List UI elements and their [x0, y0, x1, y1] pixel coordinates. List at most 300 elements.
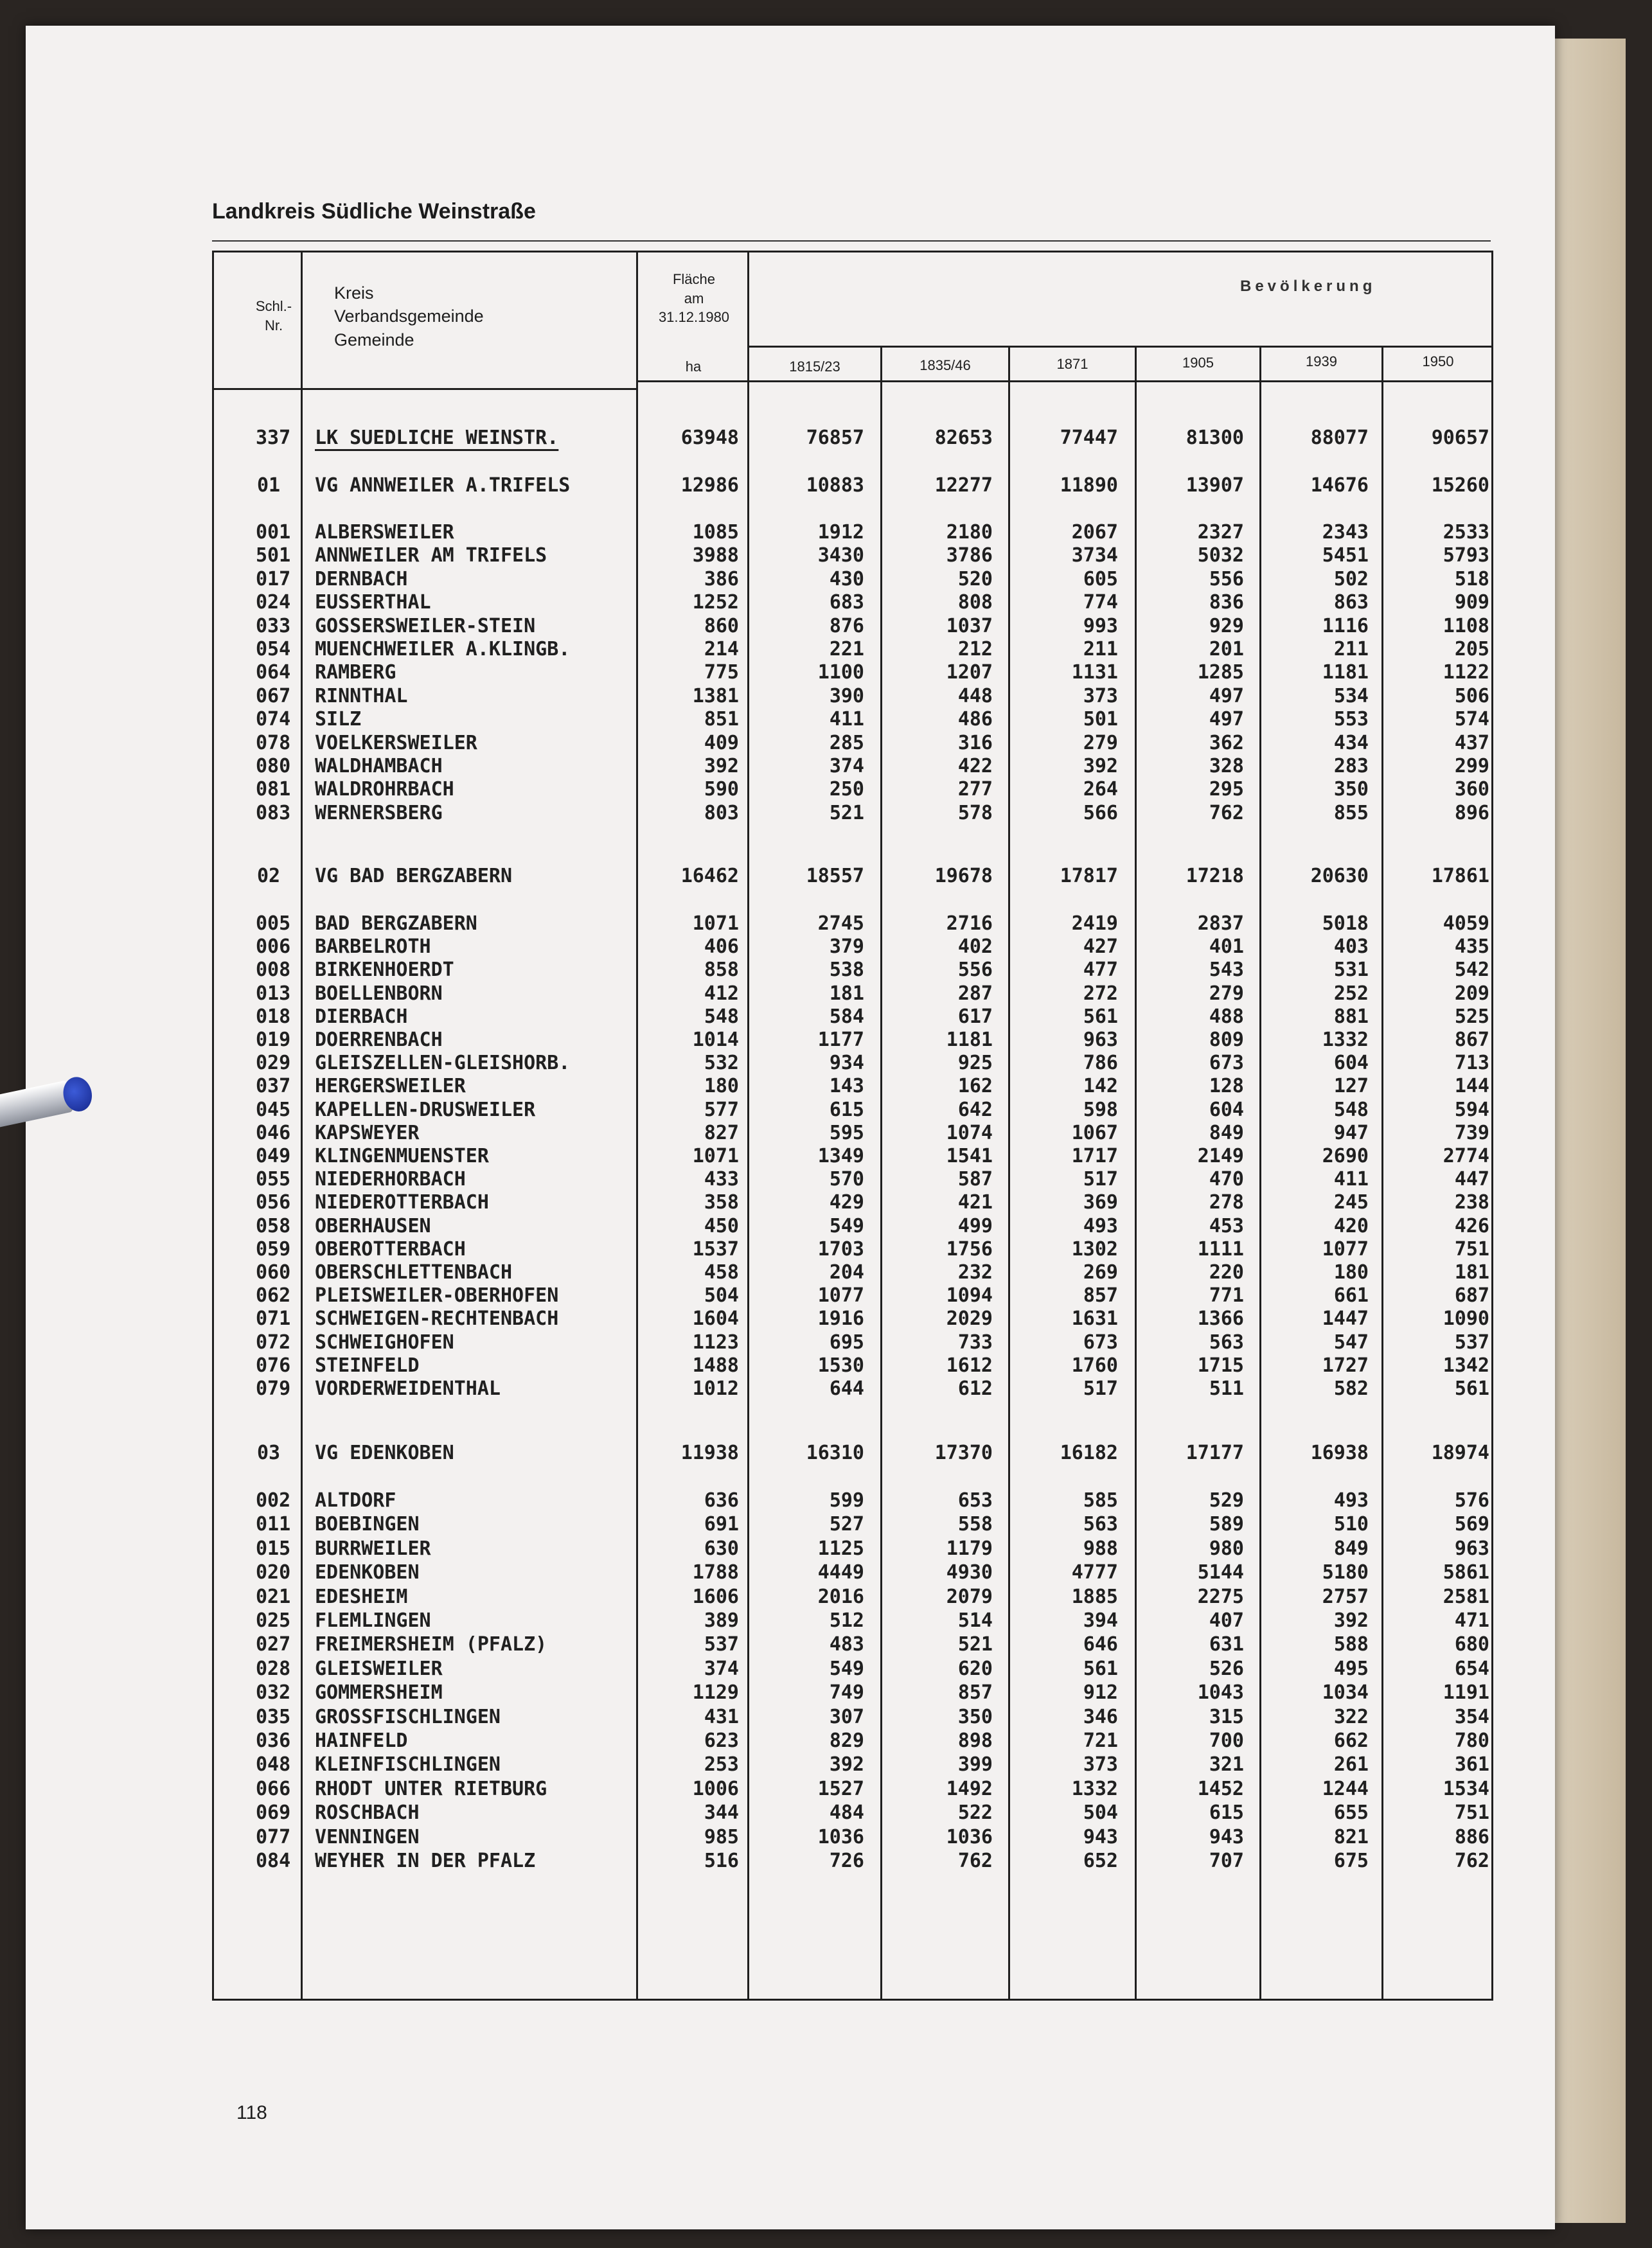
schl-nr-cell: 027: [256, 1633, 291, 1656]
population-cell: 1077: [1322, 1237, 1369, 1261]
population-cell: 362: [1209, 731, 1244, 754]
area-cell: 1252: [692, 591, 739, 614]
population-cell: 499: [957, 1214, 993, 1237]
population-cell: 402: [957, 935, 993, 959]
population-cell: 361: [1454, 1753, 1489, 1776]
population-cell: 538: [829, 959, 864, 982]
table-row: [0, 544, 1652, 567]
population-cell: 2067: [1071, 521, 1118, 544]
population-cell: 563: [1209, 1331, 1244, 1354]
population-cell: 576: [1454, 1489, 1489, 1512]
population-cell: 529: [1209, 1489, 1244, 1512]
population-cell: 739: [1454, 1121, 1489, 1144]
population-cell: 205: [1454, 638, 1489, 660]
population-cell: 392: [1083, 755, 1118, 777]
population-cell: 943: [1209, 1825, 1244, 1848]
population-cell: 17370: [934, 1442, 993, 1464]
population-cell: 1036: [946, 1825, 993, 1848]
population-cell: 2149: [1197, 1145, 1244, 1167]
population-cell: 786: [1083, 1052, 1118, 1075]
population-cell: 886: [1454, 1825, 1489, 1848]
population-cell: 211: [1333, 638, 1369, 660]
population-cell: 360: [1454, 778, 1489, 801]
population-cell: 181: [1454, 1261, 1489, 1284]
area-cell: 1123: [692, 1331, 739, 1354]
population-cell: 429: [829, 1191, 864, 1214]
population-cell: 578: [957, 801, 993, 824]
population-cell: 808: [957, 591, 993, 614]
table-row: [0, 638, 1652, 661]
population-cell: 615: [829, 1098, 864, 1121]
population-cell: 279: [1209, 982, 1244, 1005]
population-cell: 4930: [946, 1561, 993, 1584]
schl-nr-cell: 056: [256, 1191, 291, 1214]
population-cell: 1760: [1071, 1354, 1118, 1377]
population-cell: 1912: [817, 521, 864, 544]
population-cell: 486: [957, 708, 993, 731]
population-cell: 232: [957, 1261, 993, 1284]
table-row: [0, 1778, 1652, 1801]
table-row: [0, 1052, 1652, 1075]
population-cell: 934: [829, 1052, 864, 1075]
population-cell: 127: [1333, 1075, 1369, 1098]
header-kreis: Kreis Verbandsgemeinde Gemeinde: [334, 283, 484, 350]
population-cell: 220: [1209, 1261, 1244, 1284]
population-cell: 209: [1454, 982, 1489, 1005]
table-row: [0, 1331, 1652, 1354]
name-cell: RAMBERG: [315, 661, 396, 684]
area-cell: 636: [704, 1489, 739, 1512]
name-cell: ALBERSWEILER: [315, 521, 454, 544]
population-cell: 556: [957, 959, 993, 982]
name-cell: PLEISWEILER-OBERHOFEN: [315, 1284, 559, 1307]
population-cell: 279: [1083, 731, 1118, 754]
population-cell: 488: [1209, 1005, 1244, 1028]
area-cell: 537: [704, 1633, 739, 1656]
name-cell: FLEMLINGEN: [315, 1609, 431, 1632]
name-cell: WALDHAMBACH: [315, 755, 443, 777]
table-row: [0, 959, 1652, 982]
population-cell: 912: [1083, 1681, 1118, 1704]
schl-nr-cell: 011: [256, 1513, 291, 1536]
population-cell: 598: [1083, 1098, 1118, 1121]
name-cell: NIEDERHORBACH: [315, 1168, 466, 1191]
table-row: [0, 982, 1652, 1005]
table-row: [0, 1442, 1652, 1465]
schl-nr-cell: 080: [256, 755, 291, 777]
population-cell: 277: [957, 778, 993, 801]
population-cell: 898: [957, 1730, 993, 1752]
area-cell: 433: [704, 1168, 739, 1191]
population-cell: 594: [1454, 1098, 1489, 1121]
population-cell: 963: [1454, 1537, 1489, 1560]
area-cell: 409: [704, 731, 739, 754]
population-cell: 857: [1083, 1284, 1118, 1307]
area-cell: 450: [704, 1214, 739, 1237]
population-cell: 411: [1333, 1168, 1369, 1191]
population-cell: 426: [1454, 1214, 1489, 1237]
population-cell: 876: [829, 614, 864, 637]
schl-nr-cell: 028: [256, 1657, 291, 1680]
population-cell: 285: [829, 731, 864, 754]
population-cell: 4059: [1443, 912, 1489, 935]
table-row: [0, 708, 1652, 731]
population-cell: 673: [1083, 1331, 1118, 1354]
population-cell: 1111: [1197, 1237, 1244, 1261]
population-cell: 221: [829, 638, 864, 660]
schl-nr-cell: 058: [256, 1214, 291, 1237]
population-cell: 549: [829, 1214, 864, 1237]
table-row: [0, 1099, 1652, 1122]
population-cell: 620: [957, 1657, 993, 1680]
page-title: Landkreis Südliche Weinstraße: [212, 199, 536, 224]
population-cell: 925: [957, 1052, 993, 1075]
name-cell: GROSSFISCHLINGEN: [315, 1705, 501, 1728]
population-cell: 493: [1083, 1214, 1118, 1237]
area-cell: 827: [704, 1121, 739, 1144]
table-row: [0, 521, 1652, 544]
population-cell: 584: [829, 1005, 864, 1028]
area-cell: 253: [704, 1753, 739, 1776]
population-cell: 390: [829, 684, 864, 707]
area-cell: 691: [704, 1513, 739, 1536]
schl-nr-cell: 060: [256, 1261, 291, 1284]
header-year: 1815/23: [789, 358, 840, 375]
population-cell: 615: [1209, 1801, 1244, 1825]
name-cell: KAPSWEYER: [315, 1121, 420, 1144]
population-cell: 4777: [1071, 1561, 1118, 1584]
name-cell: DIERBACH: [315, 1005, 408, 1028]
name-cell: ROSCHBACH: [315, 1801, 420, 1825]
population-cell: 11890: [1060, 474, 1118, 497]
name-cell: SCHWEIGHOFEN: [315, 1331, 454, 1354]
table-row: [0, 1730, 1652, 1753]
population-cell: 13907: [1186, 474, 1244, 497]
schl-nr-cell: 076: [256, 1354, 291, 1377]
header-year: 1939: [1306, 353, 1337, 369]
schl-nr-cell: 025: [256, 1609, 291, 1632]
population-cell: 1492: [946, 1777, 993, 1800]
population-cell: 662: [1333, 1730, 1369, 1752]
population-cell: 394: [1083, 1609, 1118, 1632]
schl-nr-cell: 062: [256, 1284, 291, 1307]
population-cell: 435: [1454, 935, 1489, 959]
population-cell: 307: [829, 1705, 864, 1728]
schl-nr-cell: 036: [256, 1730, 291, 1752]
area-cell: 590: [704, 778, 739, 801]
population-cell: 821: [1333, 1825, 1369, 1848]
pen-body: [0, 1080, 73, 1131]
population-cell: 644: [829, 1377, 864, 1400]
population-cell: 857: [957, 1681, 993, 1704]
population-cell: 144: [1454, 1075, 1489, 1098]
schl-nr-cell: 049: [256, 1145, 291, 1167]
population-cell: 1452: [1197, 1777, 1244, 1800]
schl-nr-cell: 072: [256, 1331, 291, 1354]
population-cell: 19678: [934, 865, 993, 887]
population-cell: 1074: [946, 1121, 993, 1144]
area-cell: 623: [704, 1730, 739, 1752]
population-cell: 1244: [1322, 1777, 1369, 1800]
table-row: [0, 1261, 1652, 1284]
table-row: [0, 1609, 1652, 1633]
area-cell: 386: [704, 567, 739, 590]
population-cell: 5018: [1322, 912, 1369, 935]
population-cell: 561: [1083, 1005, 1118, 1028]
area-cell: 358: [704, 1191, 739, 1214]
population-cell: 749: [829, 1681, 864, 1704]
schl-nr-cell: 071: [256, 1307, 291, 1331]
population-cell: 549: [829, 1657, 864, 1680]
schl-nr-cell: 048: [256, 1753, 291, 1776]
area-cell: 1071: [692, 912, 739, 935]
population-cell: 321: [1209, 1753, 1244, 1776]
schl-nr-cell: 501: [256, 544, 291, 567]
table-row: [0, 568, 1652, 591]
population-cell: 328: [1209, 755, 1244, 777]
population-cell: 16182: [1060, 1442, 1118, 1464]
population-cell: 5032: [1197, 544, 1244, 567]
table-row: [0, 1706, 1652, 1729]
area-cell: 11938: [680, 1442, 739, 1464]
table-row: [0, 865, 1652, 888]
population-cell: 88077: [1310, 427, 1369, 449]
name-cell: OBERSCHLETTENBACH: [315, 1261, 513, 1284]
population-cell: 1181: [946, 1029, 993, 1051]
population-cell: 269: [1083, 1261, 1118, 1284]
population-cell: 1043: [1197, 1681, 1244, 1704]
population-cell: 278: [1209, 1191, 1244, 1214]
area-cell: 858: [704, 959, 739, 982]
population-cell: 556: [1209, 567, 1244, 590]
area-cell: 374: [704, 1657, 739, 1680]
population-cell: 2419: [1071, 912, 1118, 935]
schl-nr-cell: 021: [256, 1585, 291, 1608]
table-row: [0, 1850, 1652, 1873]
population-cell: 707: [1209, 1850, 1244, 1872]
schl-nr-cell: 019: [256, 1029, 291, 1051]
schl-nr-cell: 059: [256, 1237, 291, 1261]
population-cell: 700: [1209, 1730, 1244, 1752]
population-cell: 1179: [946, 1537, 993, 1560]
population-cell: 448: [957, 684, 993, 707]
area-cell: 1606: [692, 1585, 739, 1608]
population-cell: 695: [829, 1331, 864, 1354]
schl-nr-cell: 079: [256, 1377, 291, 1400]
header-year: 1905: [1182, 355, 1214, 371]
population-cell: 1037: [946, 614, 993, 637]
population-cell: 77447: [1060, 427, 1118, 449]
population-cell: 569: [1454, 1513, 1489, 1536]
population-cell: 212: [957, 638, 993, 660]
header-rule: [636, 380, 1493, 382]
schl-nr-cell: 078: [256, 731, 291, 754]
population-cell: 543: [1209, 959, 1244, 982]
name-cell: EDENKOBEN: [315, 1561, 420, 1584]
name-cell: FREIMERSHEIM (PFALZ): [315, 1633, 547, 1656]
population-cell: 1122: [1443, 661, 1489, 684]
name-cell: SILZ: [315, 708, 362, 731]
population-cell: 642: [957, 1098, 993, 1121]
area-cell: 12986: [680, 474, 739, 497]
table-row: [0, 661, 1652, 684]
area-cell: 3988: [692, 544, 739, 567]
population-cell: 17218: [1186, 865, 1244, 887]
schl-nr-cell: 045: [256, 1098, 291, 1121]
population-cell: 713: [1454, 1052, 1489, 1075]
schl-nr-cell: 069: [256, 1801, 291, 1825]
table-row: [0, 427, 1652, 450]
population-cell: 520: [957, 567, 993, 590]
name-cell: STEINFELD: [315, 1354, 420, 1377]
area-cell: 851: [704, 708, 739, 731]
population-cell: 401: [1209, 935, 1244, 959]
population-cell: 548: [1333, 1098, 1369, 1121]
area-cell: 1012: [692, 1377, 739, 1400]
population-cell: 1541: [946, 1145, 993, 1167]
name-cell: HAINFELD: [315, 1730, 408, 1752]
table-row: [0, 732, 1652, 755]
population-cell: 661: [1333, 1284, 1369, 1307]
schl-nr-cell: 029: [256, 1052, 291, 1075]
area-cell: 985: [704, 1825, 739, 1848]
population-cell: 493: [1333, 1489, 1369, 1512]
table-row: [0, 778, 1652, 801]
population-cell: 411: [829, 708, 864, 731]
header-year: 1871: [1056, 356, 1088, 372]
population-cell: 1530: [817, 1354, 864, 1377]
name-cell: VG EDENKOBEN: [315, 1442, 454, 1464]
population-cell: 514: [957, 1609, 993, 1632]
schl-nr-cell: 046: [256, 1121, 291, 1144]
population-cell: 587: [957, 1168, 993, 1191]
table-row: [0, 1122, 1652, 1145]
table-row: [0, 685, 1652, 708]
header-rule: [747, 346, 1493, 348]
population-cell: 762: [1209, 801, 1244, 824]
table-row: [0, 1586, 1652, 1609]
area-cell: 516: [704, 1850, 739, 1872]
population-cell: 1034: [1322, 1681, 1369, 1704]
schl-nr-cell: 077: [256, 1825, 291, 1848]
population-cell: 18974: [1431, 1442, 1489, 1464]
name-cell: KLEINFISCHLINGEN: [315, 1753, 501, 1776]
table-row: [0, 1377, 1652, 1401]
name-cell: KAPELLEN-DRUSWEILER: [315, 1098, 536, 1121]
population-cell: 504: [1083, 1801, 1118, 1825]
population-cell: 264: [1083, 778, 1118, 801]
population-cell: 849: [1333, 1537, 1369, 1560]
population-cell: 654: [1454, 1657, 1489, 1680]
population-cell: 2343: [1322, 521, 1369, 544]
population-cell: 605: [1083, 567, 1118, 590]
population-cell: 733: [957, 1331, 993, 1354]
population-cell: 652: [1083, 1850, 1118, 1872]
area-cell: 860: [704, 614, 739, 637]
population-cell: 180: [1333, 1261, 1369, 1284]
table-row: [0, 1005, 1652, 1029]
population-cell: 2745: [817, 912, 864, 935]
population-cell: 762: [957, 1850, 993, 1872]
population-cell: 517: [1083, 1168, 1118, 1191]
population-cell: 1349: [817, 1145, 864, 1167]
population-cell: 836: [1209, 591, 1244, 614]
population-cell: 527: [829, 1513, 864, 1536]
population-cell: 295: [1209, 778, 1244, 801]
population-cell: 1703: [817, 1237, 864, 1261]
population-cell: 1332: [1322, 1029, 1369, 1051]
schl-nr-cell: 01: [257, 474, 281, 497]
population-cell: 988: [1083, 1537, 1118, 1560]
name-cell: VENNINGEN: [315, 1825, 420, 1848]
schl-nr-cell: 066: [256, 1777, 291, 1800]
schl-nr-cell: 006: [256, 935, 291, 959]
population-cell: 1715: [1197, 1354, 1244, 1377]
header-unit-ha: ha: [685, 358, 702, 375]
population-cell: 81300: [1186, 427, 1244, 449]
population-cell: 1131: [1071, 661, 1118, 684]
population-cell: 283: [1333, 755, 1369, 777]
name-cell: BARBELROTH: [315, 935, 431, 959]
schl-nr-cell: 015: [256, 1537, 291, 1560]
population-cell: 563: [1083, 1513, 1118, 1536]
population-cell: 680: [1454, 1633, 1489, 1656]
schl-nr-cell: 084: [256, 1850, 291, 1872]
population-cell: 726: [829, 1850, 864, 1872]
population-cell: 1302: [1071, 1237, 1118, 1261]
title-rule: [212, 240, 1491, 242]
table-row: [0, 1681, 1652, 1704]
population-cell: 447: [1454, 1168, 1489, 1191]
population-cell: 477: [1083, 959, 1118, 982]
population-cell: 561: [1454, 1377, 1489, 1400]
population-cell: 855: [1333, 801, 1369, 824]
population-cell: 497: [1209, 684, 1244, 707]
population-cell: 16310: [806, 1442, 864, 1464]
population-cell: 1036: [817, 1825, 864, 1848]
population-cell: 604: [1209, 1098, 1244, 1121]
population-cell: 1756: [946, 1237, 993, 1261]
population-cell: 1177: [817, 1029, 864, 1051]
population-cell: 683: [829, 591, 864, 614]
population-cell: 863: [1333, 591, 1369, 614]
population-cell: 2690: [1322, 1145, 1369, 1167]
population-cell: 1727: [1322, 1354, 1369, 1377]
population-cell: 617: [957, 1005, 993, 1028]
population-cell: 16938: [1310, 1442, 1369, 1464]
population-cell: 422: [957, 755, 993, 777]
population-cell: 2533: [1443, 521, 1489, 544]
population-cell: 522: [957, 1801, 993, 1825]
table-row: [0, 1215, 1652, 1238]
name-cell: BURRWEILER: [315, 1537, 431, 1560]
name-cell: OBEROTTERBACH: [315, 1237, 466, 1261]
population-cell: 993: [1083, 614, 1118, 637]
population-cell: 20630: [1310, 865, 1369, 887]
area-cell: 63948: [680, 427, 739, 449]
population-cell: 497: [1209, 708, 1244, 731]
population-cell: 506: [1454, 684, 1489, 707]
area-cell: 16462: [680, 865, 739, 887]
schl-nr-cell: 008: [256, 959, 291, 982]
population-cell: 1612: [946, 1354, 993, 1377]
population-cell: 5180: [1322, 1561, 1369, 1584]
population-cell: 1366: [1197, 1307, 1244, 1331]
population-cell: 2180: [946, 521, 993, 544]
population-cell: 588: [1333, 1633, 1369, 1656]
population-cell: 751: [1454, 1237, 1489, 1261]
population-cell: 518: [1454, 567, 1489, 590]
